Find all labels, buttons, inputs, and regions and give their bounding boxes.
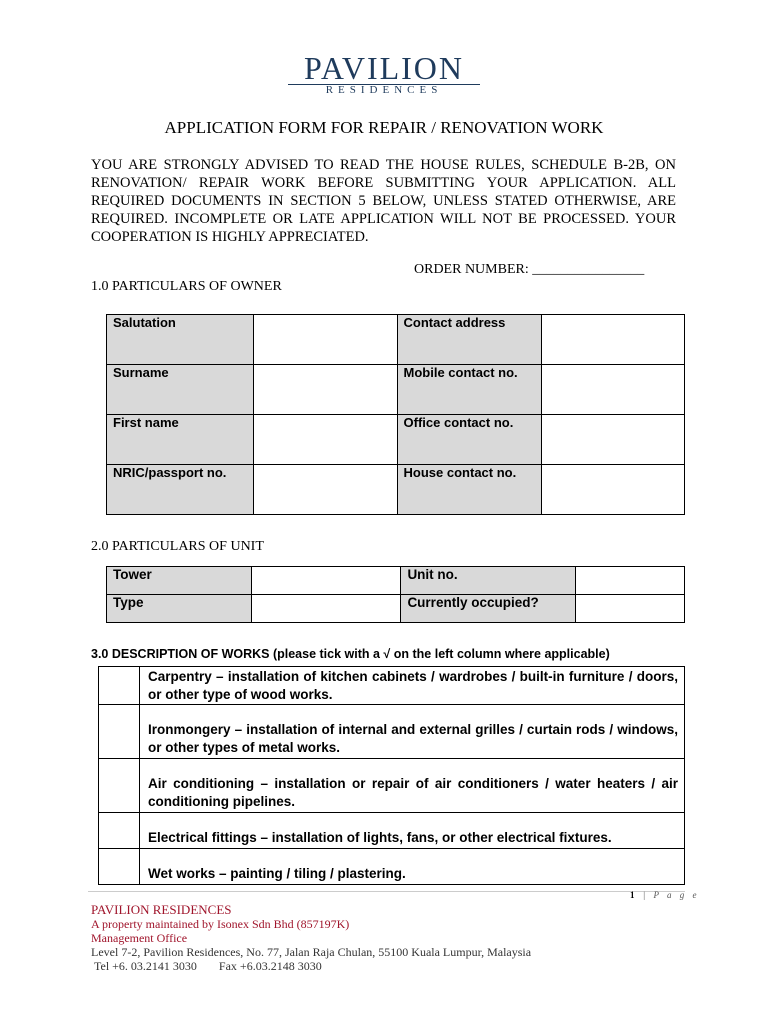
first-name-input[interactable] (253, 415, 397, 465)
table-row (107, 315, 685, 365)
footer-office: Management Office (91, 931, 188, 945)
tick-box-ironmongery[interactable] (99, 705, 140, 759)
house-contact-input[interactable] (542, 465, 685, 515)
page-number-value: 1 (630, 890, 638, 900)
tick-box-wet-works[interactable] (99, 849, 140, 885)
currently-occupied-input[interactable] (576, 595, 685, 623)
intro-paragraph (91, 156, 676, 246)
first-name-label: First name (107, 415, 254, 465)
work-item-carpentry: Carpentry – installation of kitchen cabinets / wardrobes / built-in furniture / doors, or other type of wood works. (140, 667, 685, 705)
tick-box-electrical[interactable] (99, 813, 140, 849)
salutation-label: Salutation (107, 315, 254, 365)
form-title: APPLICATION FORM FOR REPAIR / RENOVATION WORK (164, 118, 604, 137)
table-row (107, 595, 685, 623)
contact-address-label: Contact address (397, 315, 542, 365)
mobile-contact-input[interactable] (542, 365, 685, 415)
contact-address-input[interactable] (542, 315, 685, 365)
type-label: Type (107, 595, 252, 623)
table-row (99, 705, 685, 759)
tick-box-carpentry[interactable] (99, 667, 140, 705)
footer-company: PAVILION RESIDENCES (91, 902, 232, 917)
section-2-heading: 2.0 PARTICULARS OF UNIT (91, 539, 264, 554)
footer (91, 903, 531, 973)
owner-particulars-table (106, 314, 685, 515)
page-number (630, 890, 700, 900)
tower-label: Tower (107, 567, 252, 595)
footer-address: Level 7-2, Pavilion Residences, No. 77, Jalan Raja Chulan, 55100 Kuala Lumpur, Malaysia (91, 945, 532, 959)
table-row (99, 813, 685, 849)
page-number-label: | P a g e (642, 890, 700, 900)
logo-wordmark: PAVILION (303, 50, 465, 86)
tick-box-air-conditioning[interactable] (99, 759, 140, 813)
office-contact-label: Office contact no. (397, 415, 542, 465)
unit-no-label: Unit no. (401, 567, 576, 595)
unit-no-input[interactable] (576, 567, 685, 595)
table-row (99, 849, 685, 885)
order-number-field[interactable]: ORDER NUMBER: ________________ (414, 262, 645, 277)
salutation-input[interactable] (253, 315, 397, 365)
office-contact-input[interactable] (542, 415, 685, 465)
mobile-contact-label: Mobile contact no. (397, 365, 542, 415)
footer-phone-line (91, 959, 531, 973)
works-description-table (98, 666, 685, 885)
table-row (107, 365, 685, 415)
type-input[interactable] (251, 595, 401, 623)
tower-input[interactable] (251, 567, 401, 595)
table-row (99, 667, 685, 705)
table-row (99, 759, 685, 813)
work-item-wet-works: Wet works – painting / tiling / plastering. (140, 849, 685, 885)
unit-particulars-table (106, 566, 685, 623)
footer-maintained-by: A property maintained by Isonex Sdn Bhd (857197K) (91, 917, 350, 931)
table-row (107, 567, 685, 595)
nric-passport-label: NRIC/passport no. (107, 465, 254, 515)
table-row (107, 465, 685, 515)
footer-fax: Fax +6.03.2148 3030 (218, 959, 322, 973)
surname-input[interactable] (253, 365, 397, 415)
currently-occupied-label: Currently occupied? (401, 595, 576, 623)
house-contact-label: House contact no. (397, 465, 542, 515)
footer-divider (88, 891, 685, 892)
logo-subtitle: RESIDENCES (325, 84, 443, 96)
work-item-air-conditioning: Air conditioning – installation or repair of air conditioners / water heaters / air conditioning pipelines. (140, 759, 685, 813)
surname-label: Surname (107, 365, 254, 415)
work-item-ironmongery: Ironmongery – installation of internal and external grilles / curtain rods / windows, or other types of metal works. (140, 705, 685, 759)
intro-text: YOU ARE STRONGLY ADVISED TO READ THE HOUSE RULES, SCHEDULE B-2B, ON RENOVATION/ REPAIR WORK BEFORE SUBMITTING YOUR APPLICATION. ALL REQUIRED DOCUMENTS IN SECTION 5 BELOW, UNLESS STATED OTHERWISE, ARE REQUIRED. INCOMPLETE OR LATE APPLICATION WILL NOT BE PROCESSED. YOUR COOPERATION IS HIGHLY APPRECIATED. (91, 157, 676, 245)
footer-tel: Tel +6. 03.2141 3030 (94, 959, 197, 973)
work-item-electrical: Electrical fittings – installation of lights, fans, or other electrical fixtures. (140, 813, 685, 849)
nric-passport-input[interactable] (253, 465, 397, 515)
table-row (107, 415, 685, 465)
section-3-heading: 3.0 DESCRIPTION OF WORKS (please tick with a √ on the left column where applicable) (91, 647, 610, 661)
section-1-heading: 1.0 PARTICULARS OF OWNER (91, 279, 282, 294)
